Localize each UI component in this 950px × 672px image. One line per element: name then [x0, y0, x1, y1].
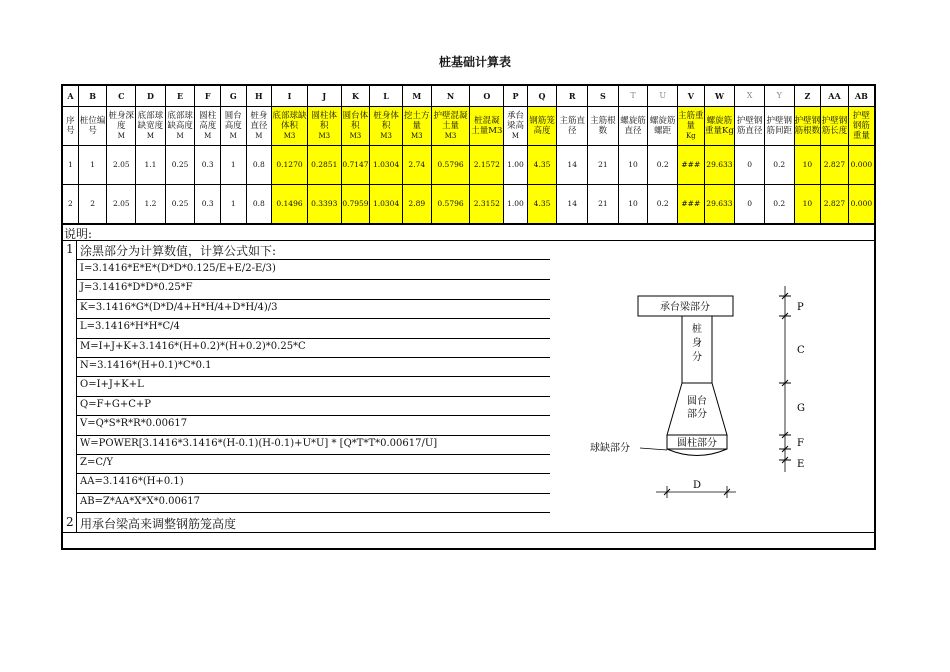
- table-cell[interactable]: 1.1: [136, 146, 166, 185]
- table-cell[interactable]: 21: [588, 185, 619, 225]
- column-letter: E: [165, 85, 195, 107]
- column-letter: G: [220, 85, 246, 107]
- column-header: [504, 107, 528, 146]
- column-header: [62, 107, 78, 146]
- formula-line: M=I+J+K+3.1416*(H+0.2)*(H+0.2)*0.25*C: [80, 340, 306, 352]
- table-cell[interactable]: 0.5796: [431, 146, 470, 185]
- table-cell[interactable]: 0.3393: [307, 185, 341, 225]
- column-header: [220, 107, 246, 146]
- column-header: [527, 107, 557, 146]
- table-cell[interactable]: 0.2: [648, 185, 678, 225]
- formula-line: AB=Z*AA*X*X*0.00617: [80, 495, 200, 507]
- note-item-2: 用承台梁高来调整钢筋笼高度: [80, 517, 237, 532]
- cylinder-label: 圆柱部分: [677, 438, 717, 449]
- header-unit: M: [255, 132, 263, 140]
- column-header: [794, 107, 821, 146]
- dim-d-label: D: [692, 480, 702, 491]
- column-letter: D: [136, 85, 166, 107]
- table-cell[interactable]: ###: [678, 185, 705, 225]
- pile-char-2: 身: [692, 338, 702, 349]
- column-header: [821, 107, 849, 146]
- formula-line: O=I+J+K+L: [80, 379, 144, 391]
- column-letter: Q: [527, 85, 557, 107]
- formula-line: K=3.1416*G*(D*D/4+H*H/4+D*H/4)/3: [80, 301, 278, 313]
- table-cell[interactable]: 1: [78, 146, 107, 185]
- header-text: 护壁钢筋间距: [766, 116, 792, 136]
- page-title: 桩基础计算表: [438, 55, 511, 69]
- header-text: 序号: [66, 116, 75, 136]
- column-header: [341, 107, 370, 146]
- formula-line: L=3.1416*H*H*C/4: [80, 321, 180, 333]
- table-row: [62, 185, 875, 225]
- table-cell[interactable]: 4.35: [527, 185, 557, 225]
- table-cell[interactable]: 1.00: [504, 146, 528, 185]
- table-cell[interactable]: 0.2: [764, 146, 794, 185]
- formula-line: V=Q*S*R*R*0.00617: [80, 418, 188, 430]
- header-text: 桩混凝土量M3: [471, 116, 503, 136]
- header-text: 钢筋笼高度: [529, 116, 555, 136]
- column-letter: V: [678, 85, 705, 107]
- dim-c-label: C: [797, 345, 805, 356]
- table-cell[interactable]: 2.827: [821, 146, 849, 185]
- column-header: [735, 107, 765, 146]
- table-cell[interactable]: 1.2: [136, 185, 166, 225]
- table-cell[interactable]: 0.1270: [272, 146, 308, 185]
- header-text: 承台梁高: [506, 111, 524, 131]
- header-unit: M3: [380, 132, 392, 140]
- header-text: 护壁钢筋重量: [852, 111, 870, 141]
- table-cell[interactable]: 29.633: [704, 185, 735, 225]
- table-cell[interactable]: 10: [618, 146, 648, 185]
- column-header: [136, 107, 166, 146]
- column-header: [370, 107, 403, 146]
- header-unit: M: [117, 132, 125, 140]
- column-letter: Y: [764, 85, 794, 107]
- dim-g-label: G: [797, 403, 805, 414]
- column-letter: AA: [821, 85, 849, 107]
- table-row: [62, 146, 875, 185]
- table-cell[interactable]: 4.35: [527, 146, 557, 185]
- column-header: [678, 107, 705, 146]
- column-header: [470, 107, 504, 146]
- header-text: 桩身直径: [250, 111, 268, 131]
- header-unit: M3: [444, 132, 457, 140]
- header-unit: M: [204, 132, 212, 140]
- column-letter-row: [62, 85, 875, 107]
- header-text: 圆柱高度: [199, 111, 217, 131]
- column-header: [764, 107, 794, 146]
- cap-label: 承台梁部分: [660, 302, 710, 313]
- table-cell[interactable]: 2.827: [821, 185, 849, 225]
- formula-line: I=3.1416*E*E*(D*D*0.125/E+E/2-E/3): [80, 263, 276, 274]
- column-letter: Z: [794, 85, 821, 107]
- table-cell[interactable]: 1.0304: [370, 185, 403, 225]
- table-cell[interactable]: 0: [735, 185, 765, 225]
- table-cell[interactable]: 2.74: [402, 146, 431, 185]
- pile-char-3: 分: [692, 352, 702, 363]
- table-cell[interactable]: 0.1496: [272, 185, 308, 225]
- column-letter: A: [62, 85, 78, 107]
- table-cell[interactable]: 0.25: [165, 146, 195, 185]
- table-cell[interactable]: 14: [557, 146, 588, 185]
- table-cell[interactable]: 1: [220, 185, 246, 225]
- header-text: 螺旋筋螺距: [649, 116, 676, 136]
- column-header: [648, 107, 678, 146]
- header-unit: M3: [410, 132, 423, 140]
- table-cell[interactable]: 10: [794, 185, 821, 225]
- column-letter: L: [370, 85, 403, 107]
- column-letter: C: [107, 85, 136, 107]
- table-cell[interactable]: 1.00: [504, 185, 528, 225]
- table-cell[interactable]: 2: [62, 185, 78, 225]
- table-cell[interactable]: 0.7959: [341, 185, 370, 225]
- formula-line: Q=F+G+C+P: [80, 398, 152, 410]
- table-cell[interactable]: 1.0304: [370, 146, 403, 185]
- table-cell[interactable]: 10: [618, 185, 648, 225]
- table-cell[interactable]: 29.633: [704, 146, 735, 185]
- header-unit: M: [511, 132, 520, 140]
- table-cell[interactable]: 2.1572: [470, 146, 504, 185]
- header-text: 挖土方量: [404, 111, 430, 131]
- table-cell[interactable]: 0.2: [648, 146, 678, 185]
- spherical-cap-shape: [667, 449, 727, 456]
- column-letter: B: [78, 85, 107, 107]
- column-letter: S: [588, 85, 619, 107]
- column-header: [195, 107, 221, 146]
- column-letter: N: [431, 85, 470, 107]
- table-cell[interactable]: 2: [78, 185, 107, 225]
- column-letter: X: [735, 85, 765, 107]
- column-header: [246, 107, 272, 146]
- header-text: 底部球缺体积: [272, 111, 307, 131]
- column-letter: J: [307, 85, 341, 107]
- header-text: 圆柱体积: [311, 111, 338, 131]
- formula-line: J=3.1416*D*D*0.25*F: [80, 282, 193, 294]
- table-cell[interactable]: 0.2: [764, 185, 794, 225]
- header-unit: M3: [283, 132, 296, 140]
- column-header: [618, 107, 648, 146]
- header-unit: M: [146, 132, 155, 140]
- column-letter: R: [557, 85, 588, 107]
- formula-line: Z=C/Y: [80, 457, 113, 468]
- header-text: 桩身深度: [108, 111, 135, 131]
- column-letter: AB: [848, 85, 875, 107]
- header-text: 护壁混凝土量: [433, 111, 468, 131]
- header-text: 桩身体积: [373, 111, 399, 131]
- header-text: 主筋直径: [559, 116, 585, 136]
- dim-f-label: F: [797, 438, 804, 449]
- table-cell[interactable]: 2.3152: [470, 185, 504, 225]
- formula-line: W=POWER[3.1416*3.1416*(H-0.1)(H-0.1)+U*U] * [Q*T*T*0.00617/U]: [80, 437, 438, 449]
- table-cell[interactable]: 21: [588, 146, 619, 185]
- table-cell[interactable]: 10: [794, 146, 821, 185]
- header-text: 主筋根数: [590, 116, 616, 136]
- column-header: [431, 107, 470, 146]
- table-cell[interactable]: 2.89: [402, 185, 431, 225]
- pile-char-1: 桩: [692, 324, 702, 335]
- header-text: 圆台体积: [342, 111, 369, 131]
- table-cell[interactable]: 0.2851: [307, 146, 341, 185]
- header-unit: M: [229, 132, 237, 140]
- column-header: [588, 107, 619, 146]
- header-text: 主筋重量: [678, 111, 704, 131]
- table-cell[interactable]: 0.25: [165, 185, 195, 225]
- header-text: 护壁钢筋长度: [821, 116, 848, 136]
- table-cell[interactable]: 1: [220, 146, 246, 185]
- table-cell[interactable]: 0.000: [848, 146, 875, 185]
- column-header: [307, 107, 341, 146]
- column-header: [848, 107, 875, 146]
- column-letter: F: [195, 85, 221, 107]
- column-letter: P: [504, 85, 528, 107]
- note-number-1: 1: [66, 242, 74, 256]
- column-header: [165, 107, 195, 146]
- column-letter: T: [618, 85, 648, 107]
- header-unit: M3: [349, 132, 362, 140]
- header-unit: Kg: [685, 132, 696, 140]
- table-cell[interactable]: 2.05: [107, 146, 136, 185]
- header-text: 底部球缺宽度: [137, 111, 164, 131]
- table-cell[interactable]: 0.5796: [431, 185, 470, 225]
- table-cell[interactable]: 0.000: [848, 185, 875, 225]
- table-cell[interactable]: 1: [62, 146, 78, 185]
- frustum-label-1: 圆台: [687, 396, 707, 407]
- column-header: [272, 107, 308, 146]
- column-letter: M: [402, 85, 431, 107]
- header-text: 圆台高度: [224, 111, 242, 131]
- notes-label: 说明:: [64, 227, 93, 241]
- table-cell[interactable]: 0.7147: [341, 146, 370, 185]
- column-header: [704, 107, 735, 146]
- header-text: 桩位编号: [79, 116, 106, 136]
- table-cell[interactable]: 14: [557, 185, 588, 225]
- header-text: 螺旋筋重量Kg: [705, 116, 734, 136]
- table-cell[interactable]: 2.05: [107, 185, 136, 225]
- header-unit: M3: [318, 132, 331, 140]
- table-cell[interactable]: 0.3: [195, 185, 221, 225]
- header-row: [62, 107, 875, 146]
- column-letter: W: [704, 85, 735, 107]
- table-cell[interactable]: 0.8: [246, 146, 272, 185]
- table-cell[interactable]: 0.3: [195, 146, 221, 185]
- column-header: [78, 107, 107, 146]
- dim-p-label: P: [797, 302, 804, 313]
- column-letter: H: [246, 85, 272, 107]
- header-text: 底部球缺高度: [167, 111, 193, 131]
- frustum-label-2: 部分: [687, 409, 707, 420]
- column-header: [557, 107, 588, 146]
- column-letter: I: [272, 85, 308, 107]
- table-cell[interactable]: 0: [735, 146, 765, 185]
- formula-line: N=3.1416*(H+0.1)*C*0.1: [80, 360, 212, 371]
- pile-diagram: [580, 280, 820, 510]
- pile-calc-table: [61, 84, 876, 225]
- header-text: 护壁钢筋直径: [736, 116, 763, 136]
- table-cell[interactable]: 0.8: [246, 185, 272, 225]
- column-letter: K: [341, 85, 370, 107]
- column-header: [107, 107, 136, 146]
- note-item-1: 涂黑部分为计算数值，计算公式如下:: [80, 244, 277, 258]
- column-header: [402, 107, 431, 146]
- table-cell[interactable]: ###: [678, 146, 705, 185]
- column-letter: U: [648, 85, 678, 107]
- spherical-label: 球缺部分: [590, 443, 630, 454]
- header-text: 护壁钢筋根数: [794, 116, 821, 136]
- column-letter: O: [470, 85, 504, 107]
- header-unit: M: [176, 132, 184, 140]
- dim-e-label: E: [797, 459, 805, 470]
- formula-line: AA=3.1416*(H+0.1): [80, 476, 184, 488]
- note-number-2: 2: [66, 515, 74, 530]
- header-text: 螺旋筋直径: [620, 116, 646, 136]
